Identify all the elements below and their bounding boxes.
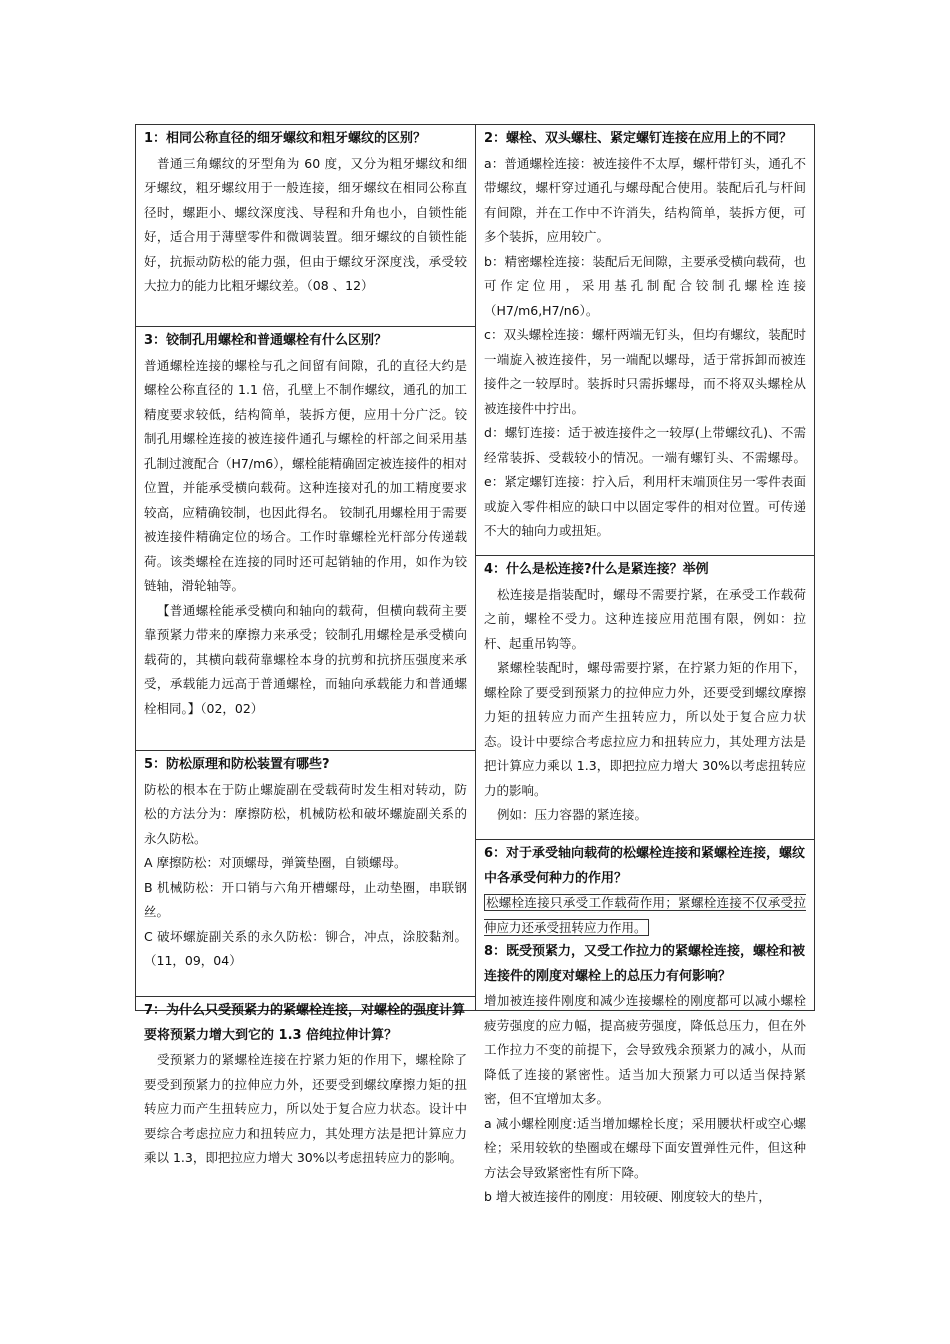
question-8-title: 8：既受预紧力，又受工作拉力的紧螺栓连接，螺栓和被连接件的刚度对螺栓上的总压力有何影响？ xyxy=(484,944,806,984)
question-7-cell xyxy=(136,996,475,1165)
question-4-answer-tight: 紧螺栓装配时，螺母需要拧紧，在拧紧力矩的作用下，螺栓除了要受到预紧力的拉伸应力外，还要受到螺纹摩擦力矩的扭转应力而产生扭转应力，所以处于复合应力状态。设计中要综合考虑拉应力和扭转应力，其处理方法是把计算应力乘以 1.3，即把拉应力增大 30%以考虑扭转应力的影响。 xyxy=(484,660,806,798)
left-column xyxy=(136,125,476,1165)
question-2-title: 2：螺栓、双头螺柱、紧定螺钉连接在应用上的不同？ xyxy=(484,131,793,146)
question-4-cell xyxy=(476,555,814,839)
question-3-title: 3：铰制孔用螺栓和普通螺栓有什么区别？ xyxy=(144,333,388,348)
question-2-item-a: a：普通螺栓连接：被连接件不太厚，螺杆带钉头，通孔不带螺纹，螺杆穿过通孔与螺母配合使用。装配后孔与杆间有间隙，并在工作中不许消失，结构简单，装拆方便，可多个装拆，应用较广。 xyxy=(484,155,806,244)
question-1-answer: 普通三角螺纹的牙型角为 60 度，又分为粗牙螺纹和细牙螺纹，粗牙螺纹用于一般连接，细牙螺纹在相同公称直径时，螺距小、螺纹深度浅、导程和升角也小，自锁性能好，适合用于薄壁零件和微调装置。细牙螺纹的自锁性能好，抗振动防松的能力强，但由于螺纹牙深度浅，承受较大拉力的能力比粗牙螺纹差。（08 、12） xyxy=(144,155,467,293)
right-column xyxy=(476,125,814,1204)
question-8-item-b: b 增大被连接件的刚度：用较硬、刚度较大的垫片， xyxy=(484,1189,771,1204)
question-7-title: 7：为什么只受预紧力的紧螺栓连接，对螺栓的强度计算要将预紧力增大到它的 1.3 倍纯拉伸计算？ xyxy=(144,1003,466,1043)
question-8-item-a: a 减小螺栓刚度:适当增加螺栓长度；采用腰状杆或空心螺栓；采用较软的垫圈或在螺母下面安置弹性元件，但这种方法会导致紧密性有所下降。 xyxy=(484,1115,806,1180)
question-1-title: 1：相同公称直径的细牙螺纹和粗牙螺纹的区别？ xyxy=(144,131,427,146)
question-6-title: 6：对于承受轴向载荷的松螺栓连接和紧螺栓连接，螺纹中各承受何种力的作用？ xyxy=(484,846,806,886)
question-8-answer: 增加被连接件刚度和减少连接螺栓的刚度都可以减小螺栓疲劳强度的应力幅，提高疲劳强度，降低总压力，但在外工作拉力不变的前提下，会导致残余预紧力的减小，从而降低了连接的紧密性。适当加大预紧力可以适当保持紧密，但不宜增加太多。 xyxy=(484,993,806,1106)
question-5-item-c: C 破坏螺旋副关系的永久防松：铆合，冲点，涂胶黏剂。（11，09，04） xyxy=(144,928,467,968)
question-1-cell xyxy=(136,125,475,326)
question-4-title: 4：什么是松连接?什么是紧连接？举例 xyxy=(484,562,709,577)
question-5-item-b: B 机械防松：开口销与六角开槽螺母，止动垫圈，串联钢丝。 xyxy=(144,879,467,919)
question-7-answer: 受预紧力的紧螺栓连接在拧紧力矩的作用下，螺栓除了要受到预紧力的拉伸应力外，还要受到螺纹摩擦力矩的扭转应力而产生扭转应力，所以处于复合应力状态。设计中要综合考虑拉应力和扭转应力，其处理方法是把计算应力乘以 1.3，即把拉应力增大 30%以考虑扭转应力的影响。 xyxy=(144,1052,467,1165)
question-3-cell xyxy=(136,326,475,750)
qa-table xyxy=(135,124,815,1204)
question-3-note: 【普通螺栓能承受横向和轴向的载荷，但横向载荷主要靠预紧力带来的摩擦力来承受；铰制孔用螺栓是承受横向载荷的，其横向载荷靠螺栓本身的抗剪和抗挤压强度来承受，承载能力远高于普通螺栓，而轴向承载能力和普通螺栓相同。】（02，02） xyxy=(144,602,467,716)
question-2-cell xyxy=(476,125,814,555)
question-5-cell xyxy=(136,750,475,996)
question-6-answer: 松螺栓连接只承受工作载荷作用；紧螺栓连接不仅承受拉伸应力还承受扭转应力作用。 xyxy=(484,895,806,935)
question-6-answer-block xyxy=(484,891,806,940)
question-2-item-b: b：精密螺栓连接：装配后无间隙，主要承受横向载荷，也可作定位用，采用基孔制配合铰制孔螺栓连接（H7/m6,H7/n6）。 xyxy=(484,253,806,318)
question-5-title: 5：防松原理和防松装置有哪些? xyxy=(144,757,330,772)
question-5-answer: 防松的根本在于防止螺旋副在受载荷时发生相对转动，防松的方法分为：摩擦防松，机械防松和破坏螺旋副关系的永久防松。 xyxy=(144,781,467,846)
question-3-answer: 普通螺栓连接的螺栓与孔之间留有间隙，孔的直径大约是螺栓公称直径的 1.1 倍，孔壁上不制作螺纹，通孔的加工精度要求较低，结构简单，装拆方便，应用十分广泛。铰制孔用螺栓连接的被连接件通孔与螺栓的杆部之间采用基孔制过渡配合（H7/m6），螺栓能精确固定被连接件的相对位置，并能承受横向载荷。这种连接对孔的加工精度要求较高，应精确铰制，也因此得名。 铰制孔用螺栓用于需要被连接件精确定位的场合。工作时靠螺栓光杆部分传递载荷。该类螺栓在连接的同时还可起销轴的作用，如作为铰链轴，滑轮轴等。 xyxy=(144,357,467,593)
question-2-item-d: d：螺钉连接：适于被连接件之一较厚(上带螺纹孔)、不需经常装拆、受载较小的情况。一端有螺钉头、不需螺母。e：紧定螺钉连接：拧入后，利用杆末端顶住另一零件表面或旋入零件相应的缺口中以固定零件的相对位置。可传递不大的轴向力或扭矩。 xyxy=(484,425,806,538)
question-2-item-c: c：双头螺栓连接：螺杆两端无钉头，但均有螺纹，装配时一端旋入被连接件，另一端配以螺母，适于常拆卸而被连接件之一较厚时。装拆时只需拆螺母，而不将双头螺栓从被连接件中拧出。 xyxy=(484,327,806,416)
question-4-answer-loose: 松连接是指装配时，螺母不需要拧紧，在承受工作载荷之前，螺栓不受力。这种连接应用范围有限，例如：拉杆、起重吊钩等。 xyxy=(484,586,806,651)
question-5-item-a: A 摩擦防松：对顶螺母，弹簧垫圈，自锁螺母。 xyxy=(144,855,407,870)
question-4-example: 例如：压力容器的紧连接。 xyxy=(497,807,648,822)
question-6-8-cell xyxy=(476,839,814,1204)
